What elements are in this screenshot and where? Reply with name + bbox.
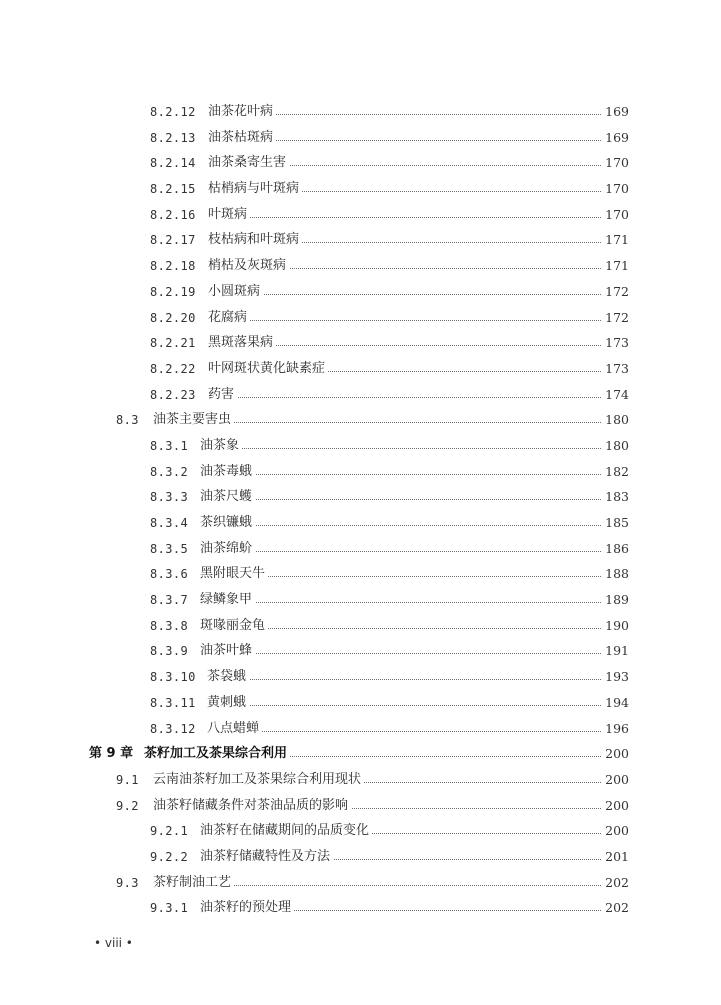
toc-entry-number: 8.3	[116, 413, 139, 428]
toc-page-number: 173	[601, 361, 629, 377]
toc-entry-row	[0, 125, 721, 151]
toc-page-number: 200	[601, 798, 629, 814]
toc-entry-title: 茶籽制油工艺	[153, 875, 234, 891]
toc-entry-row	[0, 407, 721, 433]
toc-page-number: 189	[601, 592, 629, 608]
toc-page-number: 173	[601, 335, 629, 351]
toc-page-number: 171	[601, 258, 629, 274]
toc-entry-number: 8.3.5	[150, 541, 189, 556]
toc-entry-number: 8.2.21	[150, 336, 196, 351]
toc-entry-row	[0, 484, 721, 510]
toc-entry-number: 8.2.15	[150, 182, 196, 197]
toc-entry-title: 茶袋蛾	[207, 669, 249, 685]
toc-entry-row	[0, 767, 721, 793]
toc-entry-row	[0, 279, 721, 305]
toc-entry-number: 8.3.10	[150, 670, 196, 685]
toc-entry-number: 8.3.9	[150, 644, 189, 659]
toc-entry-title: 油茶枯斑病	[208, 130, 276, 146]
toc-entry-title: 八点蜡蝉	[207, 721, 262, 737]
toc-entry-number: 9.3	[116, 875, 139, 890]
toc-entry-title: 油茶毒蛾	[200, 464, 255, 480]
toc-entry-row	[0, 895, 721, 921]
toc-entry-row	[0, 510, 721, 536]
toc-entry-title: 绿鳞象甲	[200, 592, 255, 608]
toc-page-number: 182	[601, 464, 629, 480]
toc-entry-title: 黑附眼天牛	[200, 566, 268, 582]
toc-page-number: 194	[601, 695, 629, 711]
toc-entry-number: 8.2.17	[150, 233, 196, 248]
toc-entry-title: 药害	[208, 387, 237, 403]
toc-entry-number: 8.3.3	[150, 490, 189, 505]
toc-entry-number: 8.2.12	[150, 105, 196, 119]
toc-page-number: 200	[601, 772, 629, 788]
toc-page-number: 186	[601, 541, 629, 557]
toc-entry-title: 茶织镰蛾	[200, 515, 255, 531]
toc-entry-number: 9.2.1	[150, 824, 189, 839]
toc-entry-title: 枯梢病与叶斑病	[208, 181, 302, 197]
toc-entry-title: 小圆斑病	[208, 284, 263, 300]
toc-page-number: 202	[601, 875, 629, 891]
toc-page-number: 201	[601, 849, 629, 865]
toc-entry-row	[0, 253, 721, 279]
toc-entry-number: 8.2.23	[150, 387, 196, 402]
dot-leader	[209, 679, 611, 680]
toc-entry-title: 枝枯病和叶斑病	[208, 232, 302, 248]
toc-entry-title: 油茶籽储藏特性及方法	[200, 849, 333, 865]
toc-entry-row	[0, 330, 721, 356]
toc-entry-title: 花腐病	[208, 310, 250, 326]
toc-entry-row	[0, 150, 721, 176]
toc-entry-row	[0, 638, 721, 664]
toc-entry-number: 8.3.8	[150, 618, 189, 633]
dot-leader	[210, 217, 611, 218]
page-number-footer: • viii •	[94, 936, 133, 950]
toc-entry-row	[0, 176, 721, 202]
dot-leader	[202, 525, 611, 526]
dot-leader	[202, 602, 611, 603]
toc-entry-row	[0, 818, 721, 844]
toc-entry-row	[0, 202, 721, 228]
dot-leader	[210, 294, 611, 295]
dot-leader	[210, 397, 611, 398]
toc-page-number: 180	[601, 438, 629, 454]
toc-page-number: 188	[601, 566, 629, 582]
dot-leader	[202, 448, 611, 449]
toc-page-number: 170	[601, 181, 629, 197]
toc-page-number: 169	[601, 104, 629, 120]
toc-page-number: 200	[601, 746, 629, 762]
toc-page-number: 200	[601, 823, 629, 839]
toc-page-number: 171	[601, 232, 629, 248]
toc-entry-number: 8.3.6	[150, 567, 189, 582]
toc-entry-number: 9.2.2	[150, 849, 189, 864]
toc-entry-number: 8.2.14	[150, 156, 196, 171]
toc-entry-number: 8.2.19	[150, 284, 196, 299]
dot-leader	[202, 474, 611, 475]
toc-entry-title: 黄刺蛾	[207, 695, 249, 711]
toc-entry-title: 叶网斑状黄化缺素症	[208, 361, 328, 377]
toc-page-number: 172	[601, 310, 629, 326]
toc-entry-row	[0, 613, 721, 639]
toc-entry-number: 8.3.2	[150, 464, 189, 479]
toc-entry-title: 油茶籽在储藏期间的品质变化	[200, 823, 372, 839]
toc-entry-title: 茶籽加工及茶果综合利用	[144, 746, 290, 762]
toc-entry-title: 梢枯及灰斑病	[208, 258, 289, 274]
toc-entry-row	[0, 227, 721, 253]
toc-entry-number: 9.2	[116, 798, 139, 813]
toc-entry-number: 9.3.1	[150, 901, 189, 916]
toc-entry-number: 8.3.4	[150, 516, 189, 530]
toc-page-number: 174	[601, 387, 629, 403]
toc-entry-row	[0, 870, 721, 896]
toc-entry-title: 黑斑落果病	[208, 335, 276, 351]
toc-page-number: 180	[601, 412, 629, 428]
toc-entry-number: 第 9 章	[89, 746, 134, 762]
toc-page-number: 170	[601, 155, 629, 171]
toc-entry-row	[0, 793, 721, 819]
dot-leader	[202, 499, 611, 500]
toc-entry-title: 油茶绵蚧	[200, 541, 255, 557]
toc-entry-title: 斑喙丽金龟	[200, 618, 268, 634]
toc-chapter-row	[0, 741, 721, 767]
toc-entry-row	[0, 561, 721, 587]
toc-entry-row	[0, 536, 721, 562]
toc-page-number: 170	[601, 207, 629, 223]
toc-entry-title: 叶斑病	[208, 207, 250, 223]
toc-entry-number: 8.2.16	[150, 207, 196, 222]
toc-page-number: 196	[601, 721, 629, 737]
toc-entry-title: 油茶象	[200, 438, 242, 454]
dot-leader	[209, 705, 611, 706]
toc-page-number: 190	[601, 618, 629, 634]
toc-entry-title: 油茶籽储藏条件对茶油品质的影响	[153, 798, 351, 814]
toc-entry-row	[0, 459, 721, 485]
toc-entry-number: 8.2.13	[150, 130, 196, 145]
dot-leader	[210, 320, 611, 321]
dot-leader	[202, 653, 611, 654]
toc-entry-number: 8.3.7	[150, 593, 189, 608]
dot-leader	[202, 551, 611, 552]
toc-entry-number: 8.2.20	[150, 310, 196, 325]
toc-page-number: 202	[601, 900, 629, 916]
toc-page-number: 185	[601, 515, 629, 531]
toc-entry-title: 云南油茶籽加工及茶果综合利用现状	[153, 772, 364, 788]
toc-entry-row	[0, 664, 721, 690]
toc-page-number: 169	[601, 130, 629, 146]
toc-entry-number: 8.2.22	[150, 361, 196, 376]
toc-page-number: 193	[601, 669, 629, 685]
toc-entry-row	[0, 716, 721, 742]
toc-entry-title: 油茶桑寄生害	[208, 155, 289, 171]
toc-entry-row	[0, 690, 721, 716]
toc-entry-row	[0, 305, 721, 331]
table-of-contents	[0, 99, 721, 921]
toc-entry-row	[0, 587, 721, 613]
toc-entry-number: 8.3.12	[150, 721, 196, 736]
toc-entry-number: 8.3.1	[150, 438, 189, 453]
toc-entry-title: 油茶叶蜂	[200, 643, 255, 659]
toc-page-number: 191	[601, 643, 629, 659]
toc-page-number: 183	[601, 489, 629, 505]
toc-entry-title: 油茶籽的预处理	[200, 900, 294, 916]
toc-entry-row	[0, 433, 721, 459]
toc-page-number: 172	[601, 284, 629, 300]
toc-entry-row	[0, 382, 721, 408]
toc-entry-number: 8.3.11	[150, 695, 196, 710]
toc-entry-title: 油茶尺蠖	[200, 489, 255, 505]
dot-leader	[209, 731, 611, 732]
toc-entry-title: 油茶主要害虫	[153, 412, 234, 428]
toc-entry-number: 9.1	[116, 772, 139, 787]
toc-entry-row	[0, 844, 721, 870]
toc-entry-row	[0, 99, 721, 125]
toc-entry-row	[0, 356, 721, 382]
toc-entry-number: 8.2.18	[150, 259, 196, 274]
toc-entry-title: 油茶花叶病	[208, 104, 276, 120]
